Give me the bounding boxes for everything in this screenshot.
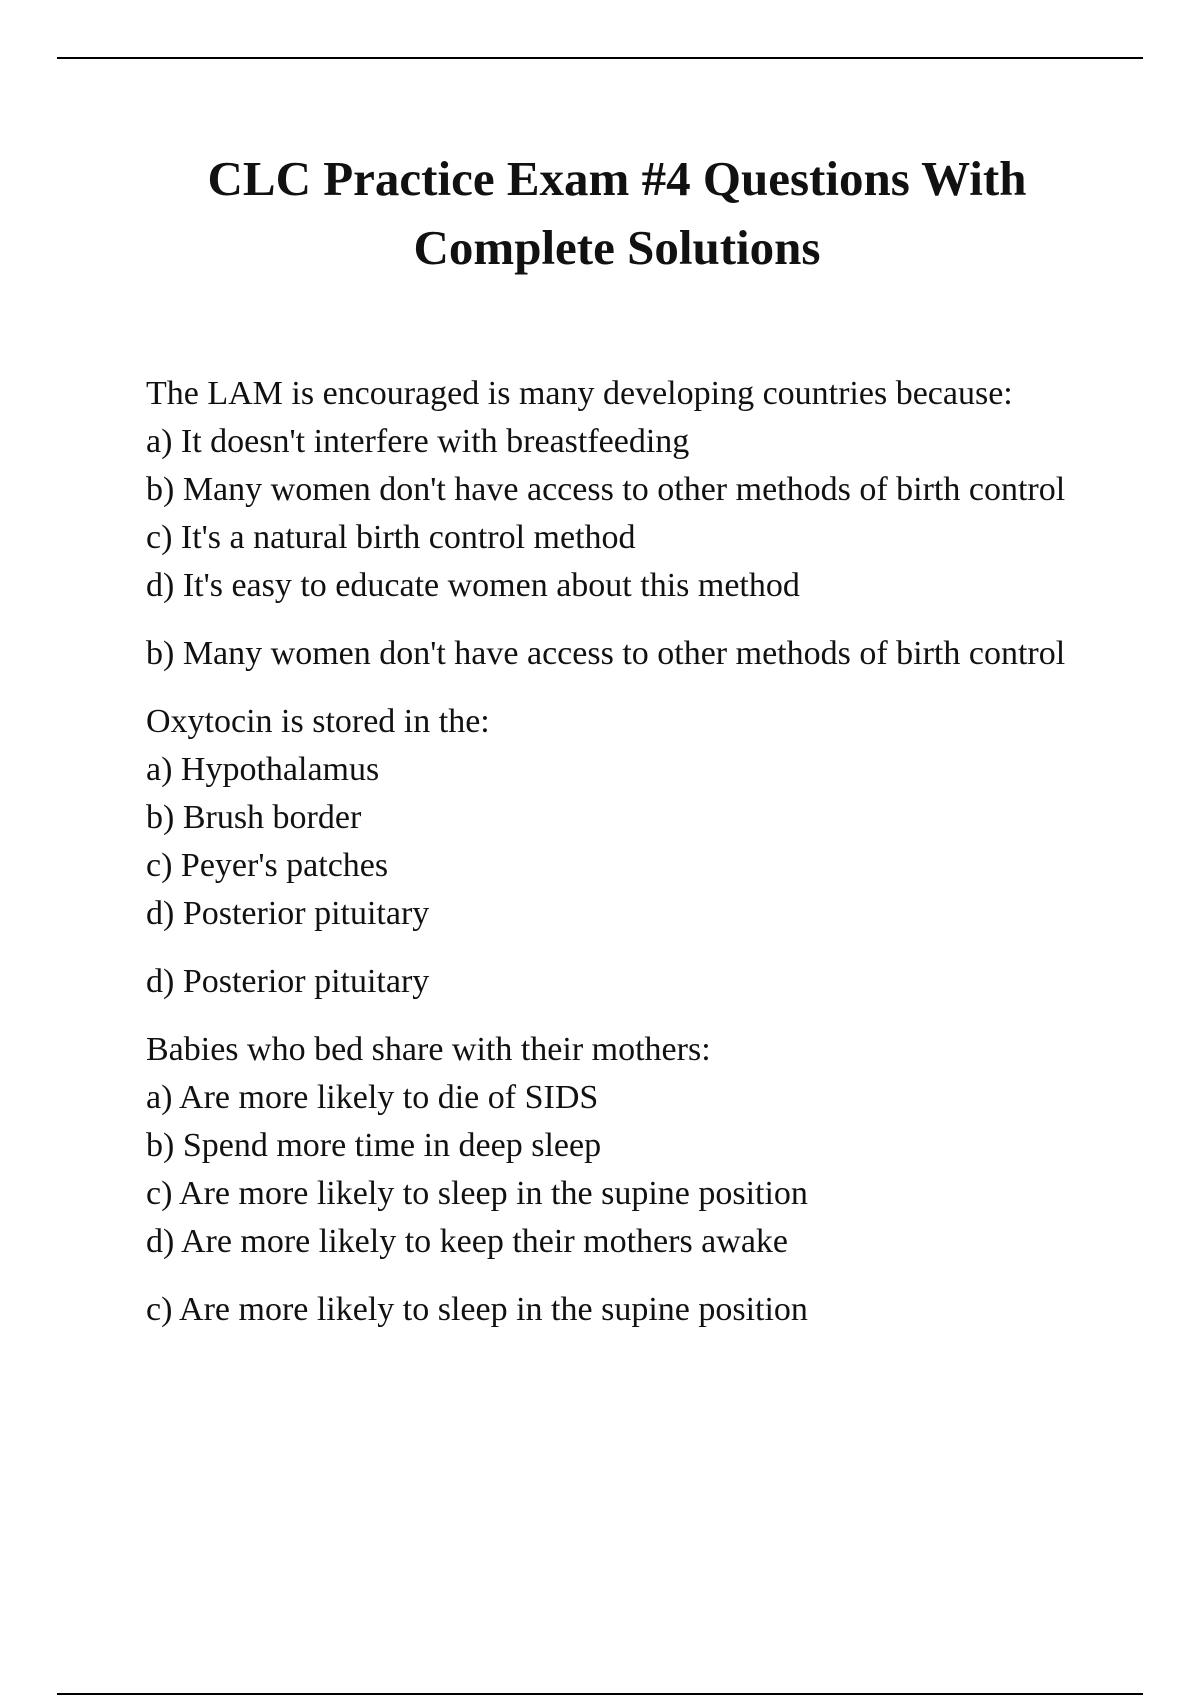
question-option-c: c) It's a natural birth control method [146, 519, 636, 556]
title-line-1: CLC Practice Exam #4 Questions With [207, 151, 1027, 206]
answer-2 [146, 958, 1146, 1006]
question-option-a: a) Are more likely to die of SIDS [146, 1079, 599, 1116]
title-line-2: Complete Solutions [413, 220, 821, 275]
question-option-c: c) Peyer's patches [146, 847, 389, 884]
question-option-d: d) Posterior pituitary [146, 895, 430, 932]
bottom-rule [57, 1693, 1143, 1695]
question-option-a: a) Hypothalamus [146, 751, 380, 788]
question-1 [146, 370, 1146, 610]
question-option-b: b) Many women don't have access to other methods of birth control [146, 471, 1066, 508]
question-option-d: d) It's easy to educate women about this method [146, 567, 800, 604]
question-stem: Oxytocin is stored in the: [146, 703, 490, 740]
answer-text: c) Are more likely to sleep in the supine position [146, 1291, 808, 1328]
question-stem: Babies who bed share with their mothers: [146, 1031, 711, 1068]
question-option-a: a) It doesn't interfere with breastfeeding [146, 423, 690, 460]
top-rule [57, 57, 1143, 59]
question-stem: The LAM is encouraged is many developing countries because: [146, 375, 1013, 412]
question-option-c: c) Are more likely to sleep in the supine position [146, 1175, 808, 1212]
answer-text: b) Many women don't have access to other methods of birth control [146, 635, 1066, 672]
question-2 [146, 698, 1146, 938]
page-title [0, 144, 1200, 282]
question-option-b: b) Spend more time in deep sleep [146, 1127, 602, 1164]
exam-content [146, 370, 1146, 1354]
question-option-b: b) Brush border [146, 799, 362, 836]
answer-1 [146, 630, 1146, 678]
question-option-d: d) Are more likely to keep their mothers awake [146, 1223, 788, 1260]
question-3 [146, 1026, 1146, 1266]
answer-3 [146, 1286, 1146, 1334]
answer-text: d) Posterior pituitary [146, 963, 430, 1000]
